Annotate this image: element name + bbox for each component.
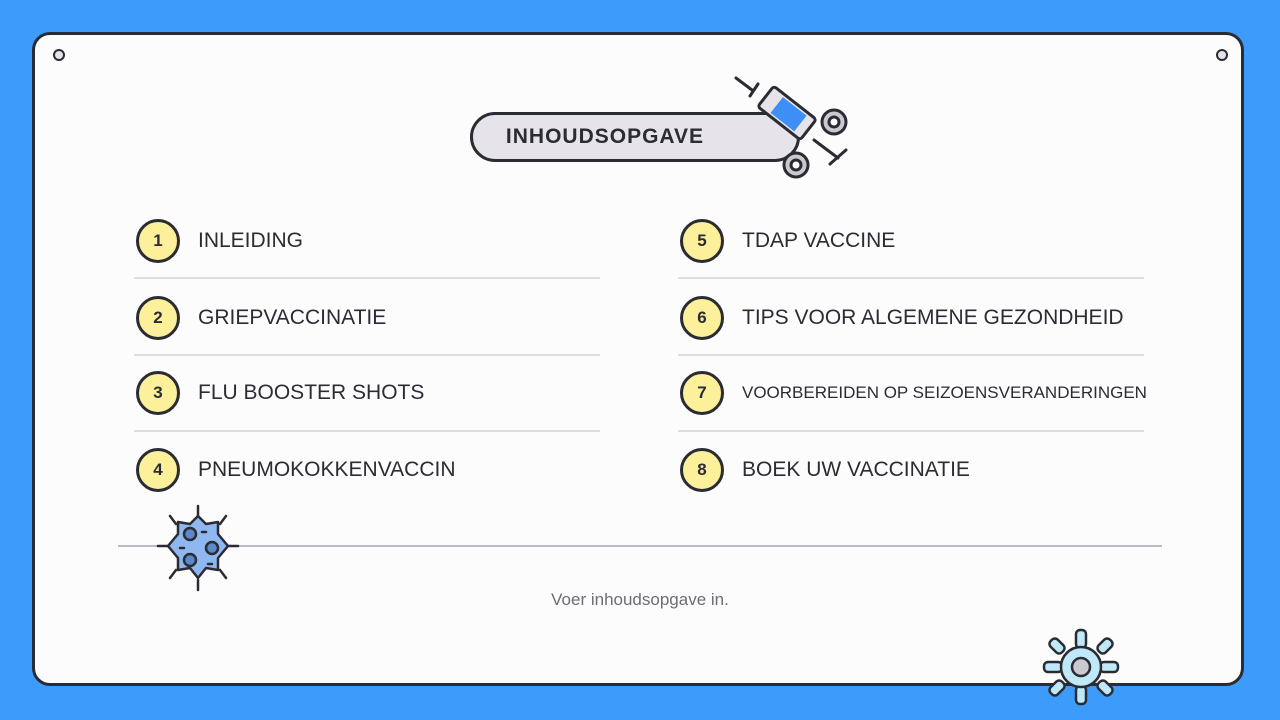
footer-note: Voer inhoudsopgave in. <box>551 590 729 609</box>
item-number-badge: 3 <box>136 371 180 415</box>
item-label: GRIEPVACCINATIE <box>198 306 387 329</box>
virus-icon <box>152 502 244 592</box>
syringe-icon <box>730 70 860 185</box>
item-number-badge: 2 <box>136 296 180 340</box>
screw-top-right <box>1216 49 1228 61</box>
item-label: PNEUMOKOKKENVACCIN <box>198 458 456 481</box>
virus-cell-icon <box>1036 624 1126 710</box>
item-label: VOORBEREIDEN OP SEIZOENSVERANDERINGEN <box>742 383 1147 402</box>
item-label: FLU BOOSTER SHOTS <box>198 381 425 404</box>
item-number-badge: 8 <box>680 448 724 492</box>
item-number-badge: 4 <box>136 448 180 492</box>
divider <box>678 354 1144 356</box>
divider <box>678 277 1144 279</box>
item-label: TDAP VACCINE <box>742 229 896 252</box>
item-number-badge: 6 <box>680 296 724 340</box>
divider <box>134 354 600 356</box>
item-label: TIPS VOOR ALGEMENE GEZONDHEID <box>742 306 1124 329</box>
screw-top-left <box>53 49 65 61</box>
item-label: INLEIDING <box>198 229 304 252</box>
item-number-badge: 1 <box>136 219 180 263</box>
page-title: INHOUDSOPGAVE <box>505 125 705 148</box>
divider <box>678 430 1144 432</box>
item-number-badge: 7 <box>680 371 724 415</box>
section-divider <box>118 545 1162 547</box>
item-label: BOEK UW VACCINATIE <box>742 458 970 481</box>
divider <box>134 277 600 279</box>
item-number-badge: 5 <box>680 219 724 263</box>
divider <box>134 430 600 432</box>
